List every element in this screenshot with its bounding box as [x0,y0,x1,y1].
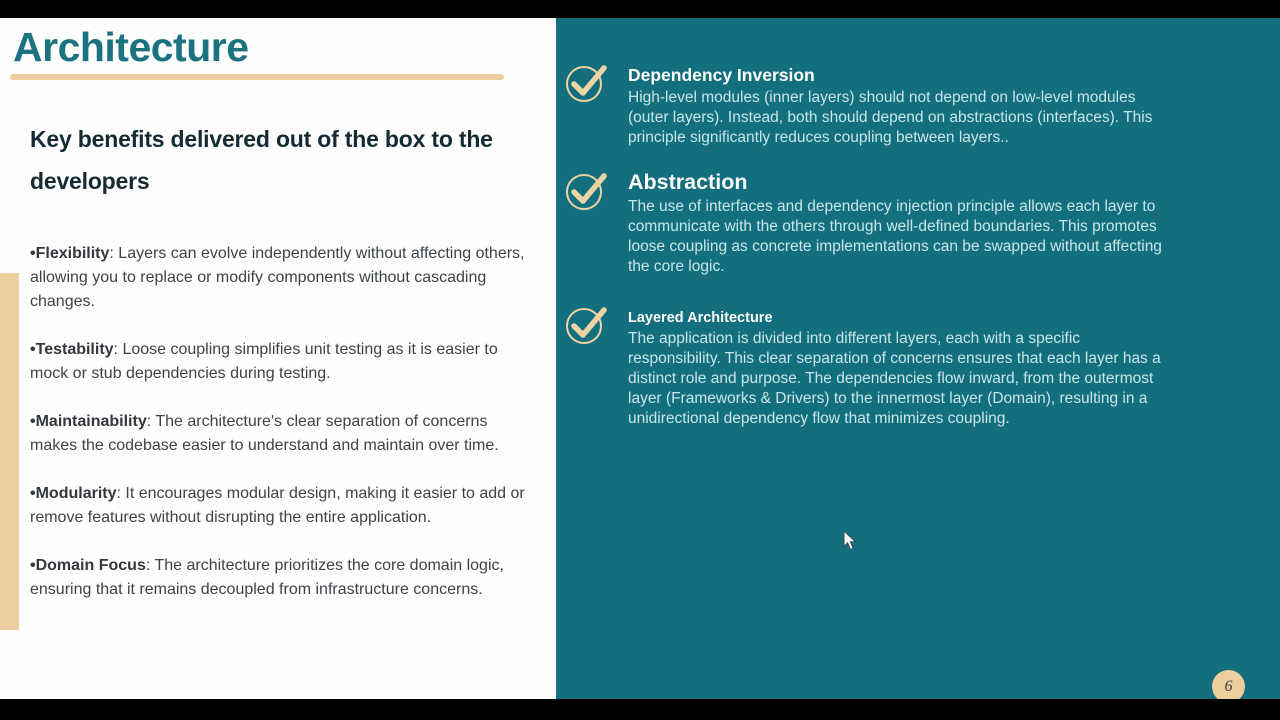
check-circle-icon [563,299,628,347]
bullet-text: : It encourages modular design, making it easier to add or remove features without disrupting the entire application. [30,485,525,526]
list-item [30,242,533,314]
bullet-text: : The architecture's clear separation of concerns makes the codebase easier to understand and maintain over time. [30,413,499,454]
slide-title: Architecture [13,24,249,70]
letterbox-top [0,0,1280,18]
left-accent-bar [0,273,19,630]
letterbox-bottom [0,699,1280,720]
list-item [30,410,533,458]
bullet-term: •Domain Focus [30,557,146,574]
left-subheading: Key benefits delivered out of the box to the developers [30,126,493,194]
list-item [30,338,533,386]
bullet-term: •Maintainability [30,413,147,430]
left-panel [0,18,556,700]
section-dependency-inversion [563,57,1260,148]
section-layered-architecture [563,299,1260,429]
list-item [30,554,533,602]
bullet-term: •Flexibility [30,245,110,262]
section-body: The application is divided into different layers, each with a specific responsibility. This clear separation of concerns ensures that each layer has a distinct role and purpose. The dependencies flow inward, from the outermost layer (Frameworks & Drivers) to the innermost layer (Domain), resulting in a unidirectional dependency flow that minimizes coupling. [628,330,1161,427]
bullet-term: •Modularity [30,485,117,502]
mouse-cursor [843,530,857,556]
right-panel [556,18,1280,700]
page-number: 6 [1224,677,1233,695]
check-circle-icon [563,165,628,213]
check-circle-icon [563,57,628,105]
section-heading: Layered Architecture [628,310,773,326]
benefits-list [30,242,533,602]
section-heading: Dependency Inversion [628,65,815,85]
section-heading: Abstraction [628,170,748,194]
section-body: The use of interfaces and dependency injection principle allows each layer to communicate with the others through well-defined boundaries. This promotes loose coupling as concrete implementations can be swapped without affecting the core logic. [628,198,1162,275]
bullet-term: •Testability [30,341,114,358]
title-underline [10,74,504,80]
bullet-text: : Layers can evolve independently without affecting others, allowing you to replace or modify components without cascading changes. [30,245,525,310]
section-body: High-level modules (inner layers) should not depend on low-level modules (outer layers). Instead, both should depend on abstractions (interfaces). This principle significantly reduces coupling between layers.. [628,89,1153,146]
section-abstraction [563,165,1260,277]
bullet-text: : The architecture prioritizes the core domain logic, ensuring that it remains decoupled from infrastructure concerns. [30,557,504,598]
bullet-text: : Loose coupling simplifies unit testing as it is easier to mock or stub dependencies during testing. [30,341,498,382]
list-item [30,482,533,530]
